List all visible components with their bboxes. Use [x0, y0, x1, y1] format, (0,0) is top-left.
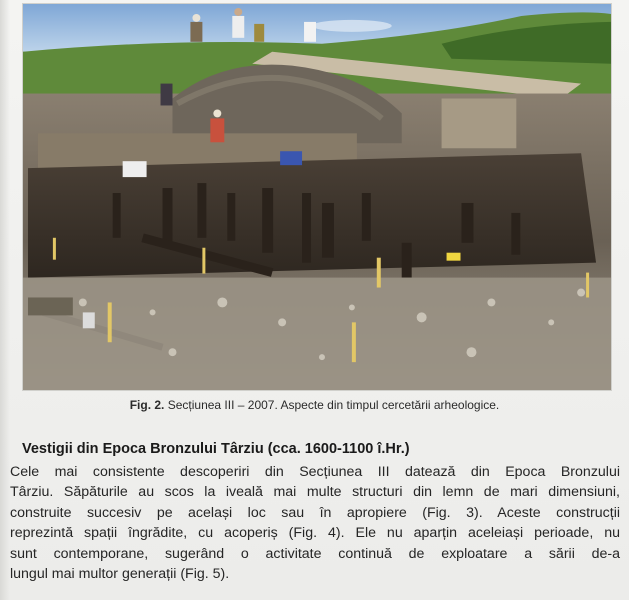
excavation-photo — [22, 3, 612, 391]
body-line: sunt contemporane, sugerând o activitate continuă de exploatare a sării de-a — [10, 545, 620, 562]
page-edge-shadow — [0, 0, 10, 600]
figure-caption — [0, 398, 629, 412]
body-line: reprezintă spații îngrădite, cu acoperiș (Fig. 4). Ele nu aparțin aceleiași perioade, nu — [10, 525, 620, 542]
figure-label: Fig. 2. — [129, 398, 165, 412]
excavation-photo-drawing — [23, 4, 611, 390]
body-line: Târziu. Săpăturile au scos la iveală mai multe structuri din lemn de mari dimensiuni, — [10, 484, 620, 501]
body-line: construite succesiv pe același loc sau în apropiere (Fig. 3). Aceste construcții — [10, 504, 620, 521]
figure-caption-text: Secțiunea III – 2007. Aspecte din timpul cercetării arheologice. — [164, 398, 500, 412]
section-heading: Vestigii din Epoca Bronzului Târziu (cca. 1600-1100 î.Hr.) — [22, 441, 410, 457]
body-line: lungul mai multor generații (Fig. 5). — [10, 566, 230, 583]
body-line: Cele mai consistente descoperiri din Secțiunea III datează din Epoca Bronzului — [10, 464, 620, 480]
section-body — [10, 462, 620, 584]
